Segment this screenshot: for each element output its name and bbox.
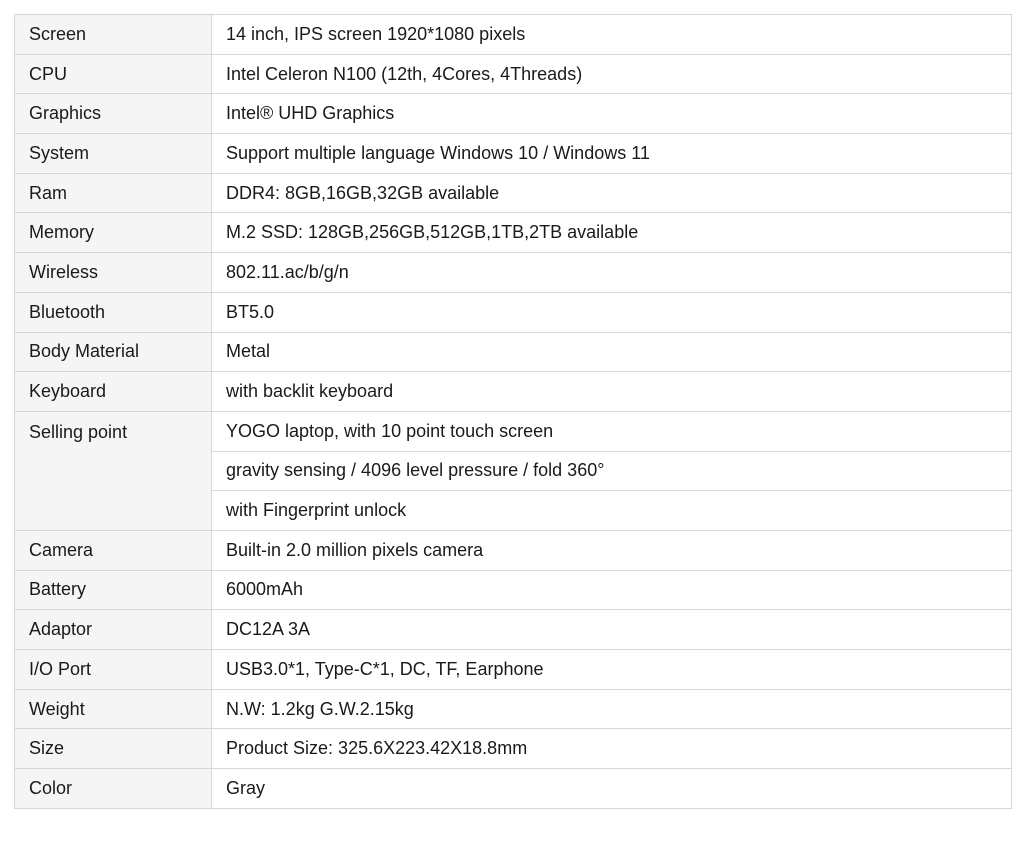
spec-value: gravity sensing / 4096 level pressure / fold 360° [212,451,1012,491]
spec-value: DDR4: 8GB,16GB,32GB available [212,173,1012,213]
spec-value: DC12A 3A [212,610,1012,650]
spec-label: I/O Port [15,650,212,690]
spec-row [15,292,1012,332]
spec-label: Screen [15,15,212,55]
spec-row [15,134,1012,174]
spec-row [15,54,1012,94]
spec-value: with backlit keyboard [212,372,1012,412]
spec-value: 14 inch, IPS screen 1920*1080 pixels [212,15,1012,55]
spec-label: Graphics [15,94,212,134]
spec-value: Metal [212,332,1012,372]
spec-label: Battery [15,570,212,610]
spec-row [15,332,1012,372]
spec-label: Keyboard [15,372,212,412]
spec-row [15,411,1012,451]
spec-value: YOGO laptop, with 10 point touch screen [212,411,1012,451]
spec-row [15,769,1012,809]
spec-value: BT5.0 [212,292,1012,332]
spec-row [15,530,1012,570]
spec-value: Gray [212,769,1012,809]
spec-label: Size [15,729,212,769]
spec-label: Ram [15,173,212,213]
spec-row [15,253,1012,293]
spec-label: Adaptor [15,610,212,650]
spec-row [15,94,1012,134]
spec-value: Product Size: 325.6X223.42X18.8mm [212,729,1012,769]
spec-value: N.W: 1.2kg G.W.2.15kg [212,689,1012,729]
spec-label: Body Material [15,332,212,372]
spec-value: Built-in 2.0 million pixels camera [212,530,1012,570]
spec-value: M.2 SSD: 128GB,256GB,512GB,1TB,2TB available [212,213,1012,253]
spec-label: System [15,134,212,174]
spec-label: Wireless [15,253,212,293]
spec-label: Bluetooth [15,292,212,332]
spec-label: Memory [15,213,212,253]
spec-row [15,729,1012,769]
spec-value: Intel Celeron N100 (12th, 4Cores, 4Threads) [212,54,1012,94]
spec-label: Color [15,769,212,809]
spec-row [15,213,1012,253]
spec-value: Intel® UHD Graphics [212,94,1012,134]
spec-row [15,372,1012,412]
spec-row [15,650,1012,690]
spec-row [15,173,1012,213]
spec-label: Selling point [15,411,212,530]
spec-label: CPU [15,54,212,94]
spec-value: with Fingerprint unlock [212,491,1012,531]
spec-row [15,610,1012,650]
spec-label: Weight [15,689,212,729]
spec-row [15,570,1012,610]
spec-label: Camera [15,530,212,570]
spec-table [14,14,1012,809]
spec-row [15,689,1012,729]
spec-value: Support multiple language Windows 10 / Windows 11 [212,134,1012,174]
spec-value: USB3.0*1, Type-C*1, DC, TF, Earphone [212,650,1012,690]
spec-table-body [15,15,1012,809]
spec-row [15,15,1012,55]
spec-value: 802.11.ac/b/g/n [212,253,1012,293]
spec-value: 6000mAh [212,570,1012,610]
